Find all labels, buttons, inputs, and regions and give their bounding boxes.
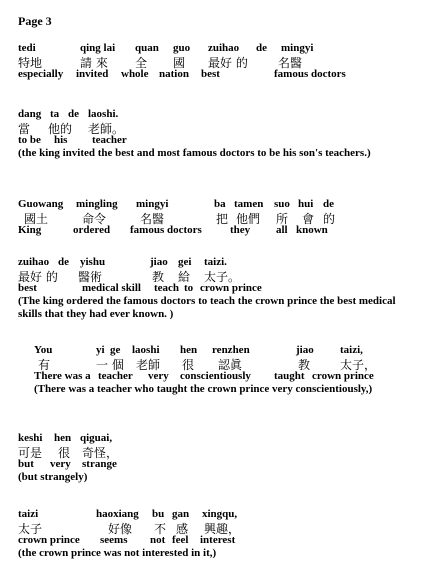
pinyin-word: de: [58, 256, 69, 268]
pinyin-word: mingling: [76, 198, 118, 210]
english-word: to: [184, 282, 194, 294]
hanzi-word: 可是: [18, 446, 43, 460]
pinyin-word: dang: [18, 108, 42, 120]
pinyin-line: [18, 198, 418, 210]
pinyin-word: ba: [214, 198, 226, 210]
hanzi-word: 把: [216, 212, 229, 226]
english-word: to be: [18, 134, 41, 146]
english-word: his: [54, 134, 68, 146]
english-line: [18, 534, 418, 547]
hanzi-word: 名醫: [278, 56, 303, 70]
hanzi-word: 特地: [18, 56, 43, 70]
text-block-5: [34, 344, 420, 396]
pinyin-word: laoshi: [132, 344, 160, 356]
english-word: ordered: [73, 224, 111, 236]
english-word: King: [18, 224, 42, 236]
pinyin-word: xingqu,: [202, 508, 238, 520]
pinyin-word: tamen: [234, 198, 264, 210]
pinyin-word: yishu: [80, 256, 106, 268]
pinyin-word: bu: [152, 508, 165, 520]
hanzi-word: 太子，: [340, 358, 377, 372]
pinyin-word: hen: [180, 344, 198, 356]
english-word: teach: [154, 282, 180, 294]
pinyin-word: taizi.: [204, 256, 227, 268]
english-word: known: [296, 224, 328, 236]
hanzi-line: [18, 210, 418, 224]
english-line: [18, 68, 418, 81]
hanzi-word: 當: [18, 122, 31, 136]
pinyin-word: Guowang: [18, 198, 64, 210]
pinyin-line: [18, 508, 418, 520]
pinyin-word: qiguai,: [80, 432, 113, 444]
hanzi-word: 奇怪，: [82, 446, 119, 460]
pinyin-word: qing lai: [80, 42, 116, 54]
english-word: taught: [274, 370, 305, 382]
english-word: all: [276, 224, 288, 236]
english-word: famous doctors: [130, 224, 202, 236]
translation: (the crown prince was not interested in it,): [18, 547, 217, 559]
english-word: best: [18, 282, 37, 294]
pinyin-word: ta: [50, 108, 60, 120]
pinyin-word: de: [256, 42, 267, 54]
hanzi-line: [18, 268, 418, 282]
english-line: [34, 370, 420, 383]
pinyin-word: quan: [135, 42, 159, 54]
pinyin-word: mingyi: [136, 198, 169, 210]
hanzi-word: 國: [173, 56, 186, 70]
pinyin-word: taizi: [18, 508, 39, 520]
translation: (The king ordered the famous doctors to teach the crown prince the best medical skills that they had ever known. ): [18, 295, 396, 320]
pinyin-word: yi: [96, 344, 105, 356]
hanzi-word: 國土: [24, 212, 49, 226]
pinyin-line: [34, 344, 420, 356]
hanzi-word: 老師: [136, 358, 161, 372]
english-word: crown prince: [312, 370, 374, 382]
english-word: very: [148, 370, 169, 382]
hanzi-word: 興趣，: [204, 522, 241, 536]
english-word: conscientiously: [180, 370, 251, 382]
hanzi-line: [18, 120, 418, 134]
english-word: they: [230, 224, 251, 236]
pinyin-word: You: [34, 344, 53, 356]
text-block-1: [18, 42, 418, 81]
pinyin-line: [18, 42, 418, 54]
hanzi-word: 太子。: [204, 270, 241, 284]
pinyin-word: tedi: [18, 42, 36, 54]
pinyin-word: keshi: [18, 432, 43, 444]
page-label: Page 3: [18, 14, 52, 28]
hanzi-word: 請 來: [80, 56, 108, 70]
english-word: best: [201, 68, 220, 80]
pinyin-word: haoxiang: [96, 508, 139, 520]
hanzi-line: [18, 520, 418, 534]
hanzi-line: [34, 356, 420, 370]
english-line: [18, 282, 418, 295]
pinyin-word: gei: [178, 256, 192, 268]
hanzi-line: [18, 444, 418, 458]
hanzi-word: 好像: [108, 522, 133, 536]
english-line: [18, 134, 418, 147]
hanzi-word: 命令: [82, 212, 107, 226]
hanzi-word: 很: [58, 446, 71, 460]
english-word: very: [50, 458, 71, 470]
english-word: feel: [172, 534, 189, 546]
hanzi-word: 所: [276, 212, 289, 226]
hanzi-word: 最好 的: [18, 270, 58, 284]
pinyin-word: zuihao: [208, 42, 240, 54]
english-word: medical skill: [82, 282, 141, 294]
pinyin-word: gan: [172, 508, 190, 520]
english-word: There was a: [34, 370, 91, 382]
hanzi-line: [18, 54, 418, 68]
hanzi-word: 他的: [48, 122, 73, 136]
english-word: crown prince: [18, 534, 80, 546]
translation: (but strangely): [18, 471, 88, 483]
english-word: invited: [76, 68, 109, 80]
hanzi-word: 感: [176, 522, 189, 536]
hanzi-word: 一 個: [96, 358, 124, 372]
pinyin-word: hen: [54, 432, 72, 444]
pinyin-line: [18, 108, 418, 120]
text-block-2: [18, 108, 418, 160]
hanzi-word: 有: [38, 358, 51, 372]
pinyin-word: jiao: [150, 256, 168, 268]
pinyin-word: ge: [110, 344, 121, 356]
pinyin-line: [18, 432, 418, 444]
translation: (the king invited the best and most famous doctors to be his son's teachers.): [18, 147, 371, 159]
pinyin-word: mingyi: [281, 42, 314, 54]
translation: (There was a teacher who taught the crown prince very conscientiously,): [34, 383, 373, 395]
hanzi-word: 教: [152, 270, 165, 284]
hanzi-word: 給: [178, 270, 191, 284]
english-word: crown prince: [200, 282, 262, 294]
pinyin-word: hui: [298, 198, 314, 210]
hanzi-word: 會: [302, 212, 315, 226]
pinyin-word: de: [323, 198, 334, 210]
english-word: but: [18, 458, 34, 470]
english-line: [18, 224, 418, 237]
hanzi-word: 太子: [18, 522, 43, 536]
english-word: not: [150, 534, 166, 546]
hanzi-word: 醫術: [78, 270, 103, 284]
text-block-4: [18, 256, 418, 321]
pinyin-word: laoshi.: [88, 108, 119, 120]
pinyin-word: jiao: [296, 344, 314, 356]
text-block-3: [18, 198, 418, 237]
english-word: teacher: [98, 370, 133, 382]
text-block-7: [18, 508, 418, 560]
hanzi-word: 名醫: [140, 212, 165, 226]
english-word: famous doctors: [274, 68, 346, 80]
hanzi-word: 不: [154, 522, 167, 536]
pinyin-word: taizi,: [340, 344, 363, 356]
english-word: nation: [159, 68, 189, 80]
hanzi-word: 他們: [236, 212, 261, 226]
pinyin-word: zuihao: [18, 256, 50, 268]
english-line: [18, 458, 418, 471]
hanzi-word: 教: [298, 358, 311, 372]
pinyin-line: [18, 256, 418, 268]
english-word: seems: [100, 534, 128, 546]
english-word: whole: [121, 68, 149, 80]
text-block-6: [18, 432, 418, 484]
pinyin-word: guo: [173, 42, 191, 54]
hanzi-word: 最好 的: [208, 56, 248, 70]
english-word: strange: [82, 458, 117, 470]
english-word: especially: [18, 68, 64, 80]
pinyin-word: renzhen: [212, 344, 250, 356]
hanzi-word: 全: [135, 56, 148, 70]
pinyin-word: de: [68, 108, 79, 120]
hanzi-word: 認眞: [218, 358, 243, 372]
english-word: teacher: [92, 134, 127, 146]
hanzi-word: 老師。: [88, 122, 125, 136]
hanzi-word: 的: [323, 212, 336, 226]
hanzi-word: 很: [182, 358, 195, 372]
english-word: interest: [200, 534, 236, 546]
pinyin-word: suo: [274, 198, 290, 210]
